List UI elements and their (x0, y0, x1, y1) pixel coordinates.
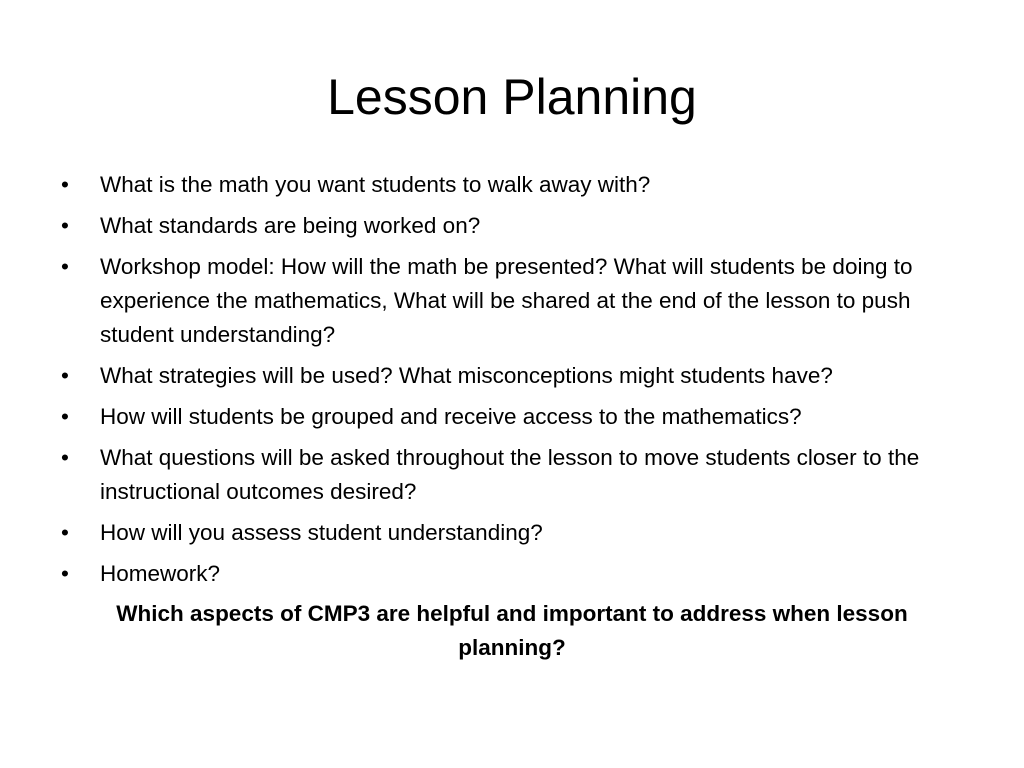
bullet-item (61, 168, 980, 202)
bullet-text: What questions will be asked throughout the lesson to move students closer to the instructional outcomes desired? (100, 445, 920, 504)
bullet-list (61, 168, 980, 598)
bullet-item (61, 400, 980, 434)
bullet-text: What standards are being worked on? (100, 213, 481, 238)
bullet-item (61, 209, 980, 243)
bullet-text: What is the math you want students to walk away with? (100, 172, 651, 197)
bullet-icon: • (61, 445, 69, 470)
bullet-icon: • (61, 561, 69, 586)
bullet-text: How will students be grouped and receive access to the mathematics? (100, 404, 802, 429)
bullet-icon: • (61, 254, 69, 279)
bullet-item (61, 359, 980, 393)
bullet-icon: • (61, 520, 69, 545)
bullet-item (61, 516, 980, 550)
bullet-item (61, 441, 980, 509)
bullet-text: What strategies will be used? What misconceptions might students have? (100, 363, 833, 388)
bullet-icon: • (61, 404, 69, 429)
closing-question: Which aspects of CMP3 are helpful and important to address when lesson planning? (116, 601, 908, 660)
bullet-text: Workshop model: How will the math be presented? What will students be doing to experience the mathematics, What will be shared at the end of the lesson to push student understanding? (100, 254, 913, 347)
bullet-icon: • (61, 213, 69, 238)
bullet-text: How will you assess student understanding? (100, 520, 543, 545)
bullet-icon: • (61, 172, 69, 197)
slide-title: Lesson Planning (327, 69, 697, 125)
bullet-item (61, 250, 980, 352)
bullet-item (61, 557, 980, 591)
bullet-text: Homework? (100, 561, 221, 586)
bullet-icon: • (61, 363, 69, 388)
